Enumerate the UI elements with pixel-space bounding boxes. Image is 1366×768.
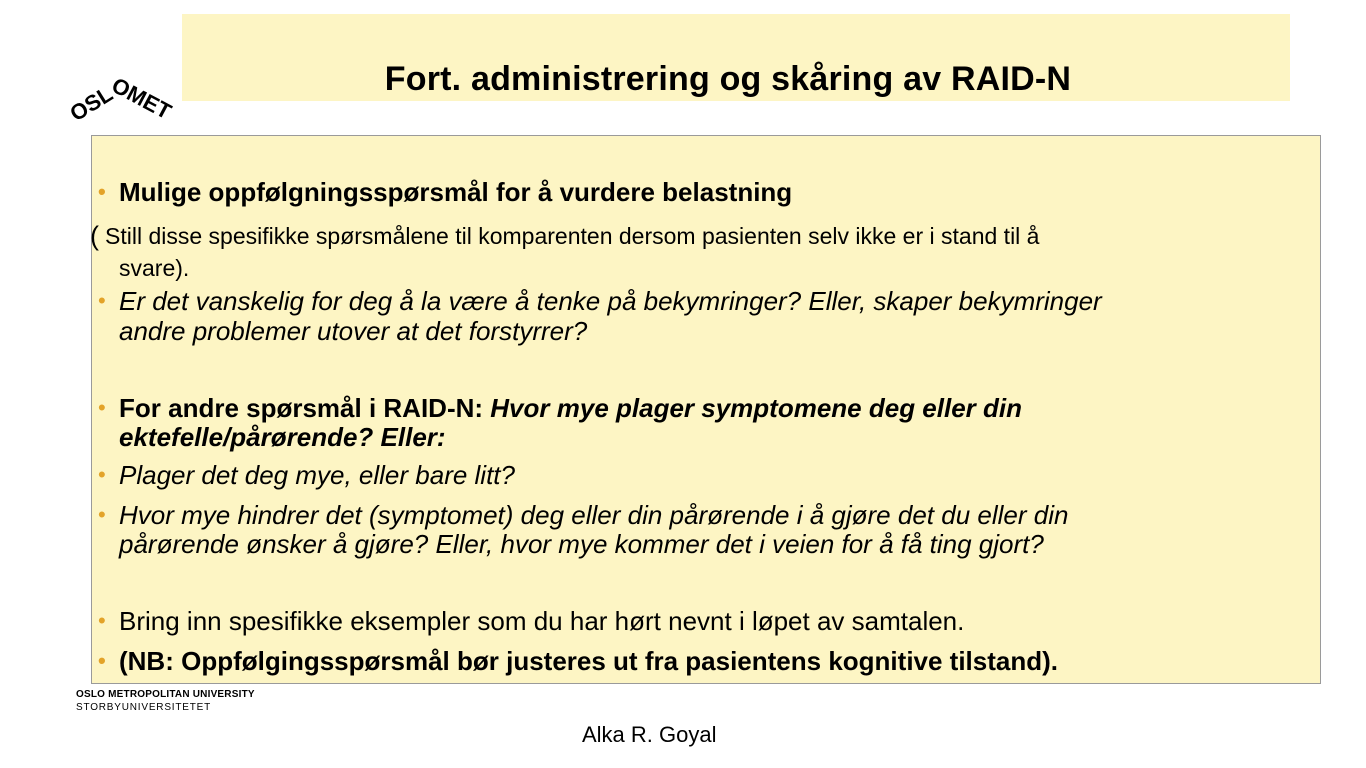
list-item-cont: andre problemer utover at det forstyrrer?: [119, 316, 588, 346]
list-item: • Bring inn spesifikke eksempler som du har hørt nevnt i løpet av samtalen.: [98, 606, 965, 636]
university-name: OSLO METROPOLITAN UNIVERSITY STORBYUNIVERSITETET: [76, 689, 255, 713]
list-item: • (NB: Oppfølgingsspørsmål bør justeres ut fra pasientens kognitive tilstand).: [98, 646, 1059, 676]
list-item-cont: ektefelle/pårørende? Eller:: [119, 422, 446, 452]
note-paragraph-cont: svare).: [119, 255, 190, 281]
svg-text:OSL: OSL: [65, 81, 118, 127]
content-panel: [91, 135, 1321, 684]
list-item: • Er det vanskelig for deg å la være å tenke på bekymringer? Eller, skaper bekymringer: [98, 286, 1102, 316]
author-name: Alka R. Goyal: [582, 722, 717, 747]
list-item-cont: pårørende ønsker å gjøre? Eller, hvor mye kommer det i veien for å få ting gjort?: [119, 529, 1044, 559]
slide-title: Fort. administrering og skåring av RAID-N: [384, 60, 1072, 98]
list-item: • Mulige oppfølgningsspørsmål for å vurdere belastning: [98, 177, 793, 207]
note-paragraph: ( Still disse spesifikke spørsmålene til komparenten dersom pasienten selv ikke er i stand til å: [90, 221, 1040, 251]
svg-text:OMET: OMET: [107, 72, 176, 125]
list-item: • For andre spørsmål i RAID-N: Hvor mye plager symptomene deg eller din: [98, 393, 1022, 423]
oslomet-logo: [65, 66, 176, 136]
list-item: • Hvor mye hindrer det (symptomet) deg eller din pårørende i å gjøre det du eller din: [98, 500, 1069, 530]
list-item: • Plager det deg mye, eller bare litt?: [98, 460, 515, 490]
